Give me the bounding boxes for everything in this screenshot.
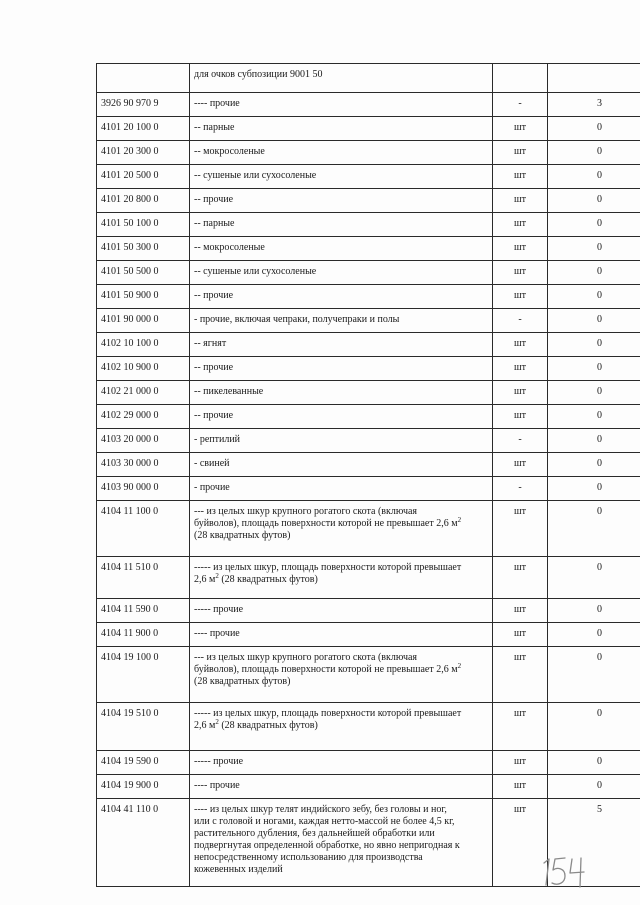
duty-rate: 0 bbox=[548, 189, 640, 213]
tnved-code: 4101 20 100 0 bbox=[97, 117, 190, 141]
unit-of-measure: шт bbox=[493, 165, 548, 189]
desc-line: растительного дубления, без дальнейшей обработки или bbox=[194, 828, 435, 839]
tnved-code: 4104 19 900 0 bbox=[97, 775, 190, 799]
duty-rate: 0 bbox=[548, 775, 640, 799]
duty-rate: 0 bbox=[548, 309, 640, 333]
desc-line: 2,6 м bbox=[194, 720, 216, 731]
table-row bbox=[97, 775, 640, 799]
goods-description: ---- прочие bbox=[190, 775, 493, 799]
duty-rate: 0 bbox=[548, 213, 640, 237]
goods-description: -- мокросоленые bbox=[190, 141, 493, 165]
goods-description bbox=[190, 647, 493, 703]
unit-of-measure: шт bbox=[493, 141, 548, 165]
tnved-code: 4101 50 900 0 bbox=[97, 285, 190, 309]
goods-description: -- сушеные или сухосоленые bbox=[190, 165, 493, 189]
desc-line: 2,6 м bbox=[194, 574, 216, 585]
unit-of-measure: шт bbox=[493, 405, 548, 429]
tnved-code: 4103 30 000 0 bbox=[97, 453, 190, 477]
duty-rate: 0 bbox=[548, 453, 640, 477]
unit-of-measure: шт bbox=[493, 285, 548, 309]
table-row bbox=[97, 623, 640, 647]
unit-of-measure: шт bbox=[493, 557, 548, 599]
unit-of-measure: шт bbox=[493, 775, 548, 799]
page-number-digit-4 bbox=[570, 858, 584, 887]
duty-rate bbox=[548, 64, 640, 93]
duty-rate: 3 bbox=[548, 93, 640, 117]
goods-description bbox=[190, 799, 493, 887]
goods-description: -- прочие bbox=[190, 189, 493, 213]
duty-rate: 0 bbox=[548, 333, 640, 357]
duty-rate: 0 bbox=[548, 501, 640, 557]
desc-line: --- из целых шкур крупного рогатого скота (включая bbox=[194, 506, 418, 517]
tnved-code: 4103 90 000 0 bbox=[97, 477, 190, 501]
desc-line: кожевенных изделий bbox=[194, 864, 283, 875]
unit-of-measure: шт bbox=[493, 117, 548, 141]
tnved-code: 4104 11 100 0 bbox=[97, 501, 190, 557]
duty-rate: 0 bbox=[548, 557, 640, 599]
table-row bbox=[97, 93, 640, 117]
desc-line: (28 квадратных футов) bbox=[194, 676, 291, 687]
duty-rate: 5 bbox=[548, 799, 640, 887]
tnved-code: 4102 10 900 0 bbox=[97, 357, 190, 381]
goods-description bbox=[190, 557, 493, 599]
goods-description: ---- прочие bbox=[190, 93, 493, 117]
unit-of-measure: шт bbox=[493, 357, 548, 381]
goods-description: ---- прочие bbox=[190, 623, 493, 647]
table-row bbox=[97, 557, 640, 599]
duty-rate: 0 bbox=[548, 381, 640, 405]
duty-rate: 0 bbox=[548, 599, 640, 623]
unit-of-measure: - bbox=[493, 429, 548, 453]
desc-line: --- из целых шкур крупного рогатого скота (включая bbox=[194, 652, 418, 663]
unit-of-measure: шт bbox=[493, 647, 548, 703]
goods-description: - прочие bbox=[190, 477, 493, 501]
unit-of-measure: шт bbox=[493, 261, 548, 285]
unit-of-measure: шт bbox=[493, 501, 548, 557]
superscript: 2 bbox=[215, 572, 219, 580]
goods-description: -- прочие bbox=[190, 285, 493, 309]
tnved-code: 4102 10 100 0 bbox=[97, 333, 190, 357]
table-row bbox=[97, 381, 640, 405]
table-row bbox=[97, 237, 640, 261]
table-row bbox=[97, 357, 640, 381]
table-row bbox=[97, 261, 640, 285]
desc-line: ----- из целых шкур, площадь поверхности которой превышает bbox=[194, 562, 462, 573]
tnved-code: 4102 29 000 0 bbox=[97, 405, 190, 429]
duty-rate: 0 bbox=[548, 703, 640, 751]
tnved-code: 4104 41 110 0 bbox=[97, 799, 190, 887]
unit-of-measure: шт bbox=[493, 453, 548, 477]
goods-description: - рептилий bbox=[190, 429, 493, 453]
handwritten-page-number bbox=[540, 855, 590, 889]
desc-line: подвергнутая определенной обработке, но явно непригодная к bbox=[194, 840, 460, 851]
goods-description: ----- прочие bbox=[190, 599, 493, 623]
tariff-table bbox=[96, 63, 640, 887]
table-row bbox=[97, 703, 640, 751]
goods-description: -- парные bbox=[190, 117, 493, 141]
tnved-code: 4101 50 100 0 bbox=[97, 213, 190, 237]
tnved-code: 4101 50 300 0 bbox=[97, 237, 190, 261]
duty-rate: 0 bbox=[548, 165, 640, 189]
goods-description: -- пикелеванные bbox=[190, 381, 493, 405]
goods-description: -- сушеные или сухосоленые bbox=[190, 261, 493, 285]
desc-line: (28 квадратных футов) bbox=[218, 720, 318, 731]
goods-description: ----- прочие bbox=[190, 751, 493, 775]
desc-line: непосредственному использованию для производства bbox=[194, 852, 423, 863]
table-row bbox=[97, 309, 640, 333]
unit-of-measure: шт bbox=[493, 799, 548, 887]
unit-of-measure: шт bbox=[493, 189, 548, 213]
goods-description: - свиней bbox=[190, 453, 493, 477]
duty-rate: 0 bbox=[548, 623, 640, 647]
desc-line: ---- из целых шкур телят индийского зебу, без головы и ног, bbox=[194, 804, 447, 815]
superscript: 2 bbox=[215, 718, 219, 726]
tnved-code: 4104 11 510 0 bbox=[97, 557, 190, 599]
table-row bbox=[97, 599, 640, 623]
duty-rate: 0 bbox=[548, 261, 640, 285]
goods-description: -- прочие bbox=[190, 405, 493, 429]
table-row bbox=[97, 429, 640, 453]
table-row bbox=[97, 117, 640, 141]
tnved-code: 4101 20 300 0 bbox=[97, 141, 190, 165]
unit-of-measure: шт bbox=[493, 623, 548, 647]
unit-of-measure: шт bbox=[493, 333, 548, 357]
desc-line: ----- из целых шкур, площадь поверхности которой превышает bbox=[194, 708, 462, 719]
table-row bbox=[97, 405, 640, 429]
tnved-code: 4101 90 000 0 bbox=[97, 309, 190, 333]
duty-rate: 0 bbox=[548, 285, 640, 309]
table-row bbox=[97, 751, 640, 775]
table-row bbox=[97, 141, 640, 165]
duty-rate: 0 bbox=[548, 117, 640, 141]
unit-of-measure: шт bbox=[493, 751, 548, 775]
tnved-code: 4104 19 590 0 bbox=[97, 751, 190, 775]
goods-description: -- мокросоленые bbox=[190, 237, 493, 261]
duty-rate: 0 bbox=[548, 477, 640, 501]
duty-rate: 0 bbox=[548, 751, 640, 775]
superscript: 2 bbox=[457, 516, 462, 524]
desc-line: (28 квадратных футов) bbox=[218, 574, 318, 585]
tnved-code: 4101 20 500 0 bbox=[97, 165, 190, 189]
unit-of-measure: шт bbox=[493, 237, 548, 261]
unit-of-measure: - bbox=[493, 93, 548, 117]
table-row bbox=[97, 477, 640, 501]
unit-of-measure: - bbox=[493, 477, 548, 501]
desc-line: или с головой и ногами, каждая нетто-массой не более 4,5 кг, bbox=[194, 816, 455, 827]
unit-of-measure: шт bbox=[493, 599, 548, 623]
table-row bbox=[97, 453, 640, 477]
table-row bbox=[97, 501, 640, 557]
duty-rate: 0 bbox=[548, 237, 640, 261]
unit-of-measure bbox=[493, 64, 548, 93]
tnved-code: 4104 19 100 0 bbox=[97, 647, 190, 703]
tnved-code: 4101 20 800 0 bbox=[97, 189, 190, 213]
page-number-digit-5 bbox=[552, 858, 565, 884]
goods-description: - прочие, включая чепраки, получепраки и полы bbox=[190, 309, 493, 333]
tnved-code: 4102 21 000 0 bbox=[97, 381, 190, 405]
tnved-code: 3926 90 970 9 bbox=[97, 93, 190, 117]
goods-description: -- ягнят bbox=[190, 333, 493, 357]
tnved-code: 4103 20 000 0 bbox=[97, 429, 190, 453]
table-row bbox=[97, 333, 640, 357]
tnved-code bbox=[97, 64, 190, 93]
unit-of-measure: шт bbox=[493, 703, 548, 751]
desc-line: буйволов), площадь поверхности которой не превышает 2,6 м bbox=[194, 664, 458, 675]
duty-rate: 0 bbox=[548, 429, 640, 453]
table-row bbox=[97, 165, 640, 189]
table-row bbox=[97, 189, 640, 213]
duty-rate: 0 bbox=[548, 647, 640, 703]
unit-of-measure: шт bbox=[493, 381, 548, 405]
goods-description bbox=[190, 501, 493, 557]
goods-description: -- парные bbox=[190, 213, 493, 237]
tnved-code: 4104 11 590 0 bbox=[97, 599, 190, 623]
desc-line: (28 квадратных футов) bbox=[194, 530, 291, 541]
superscript: 2 bbox=[457, 662, 462, 670]
page-number-digit-1 bbox=[544, 859, 549, 885]
desc-line: буйволов), площадь поверхности которой не превышает 2,6 м bbox=[194, 518, 458, 529]
table-row bbox=[97, 64, 640, 93]
goods-description bbox=[190, 703, 493, 751]
goods-description: для очков субпозиции 9001 50 bbox=[190, 64, 493, 93]
unit-of-measure: шт bbox=[493, 213, 548, 237]
unit-of-measure: - bbox=[493, 309, 548, 333]
tnved-code: 4101 50 500 0 bbox=[97, 261, 190, 285]
table-row bbox=[97, 647, 640, 703]
tnved-code: 4104 19 510 0 bbox=[97, 703, 190, 751]
duty-rate: 0 bbox=[548, 405, 640, 429]
table-row bbox=[97, 213, 640, 237]
tnved-code: 4104 11 900 0 bbox=[97, 623, 190, 647]
table-row bbox=[97, 285, 640, 309]
goods-description: -- прочие bbox=[190, 357, 493, 381]
duty-rate: 0 bbox=[548, 357, 640, 381]
duty-rate: 0 bbox=[548, 141, 640, 165]
